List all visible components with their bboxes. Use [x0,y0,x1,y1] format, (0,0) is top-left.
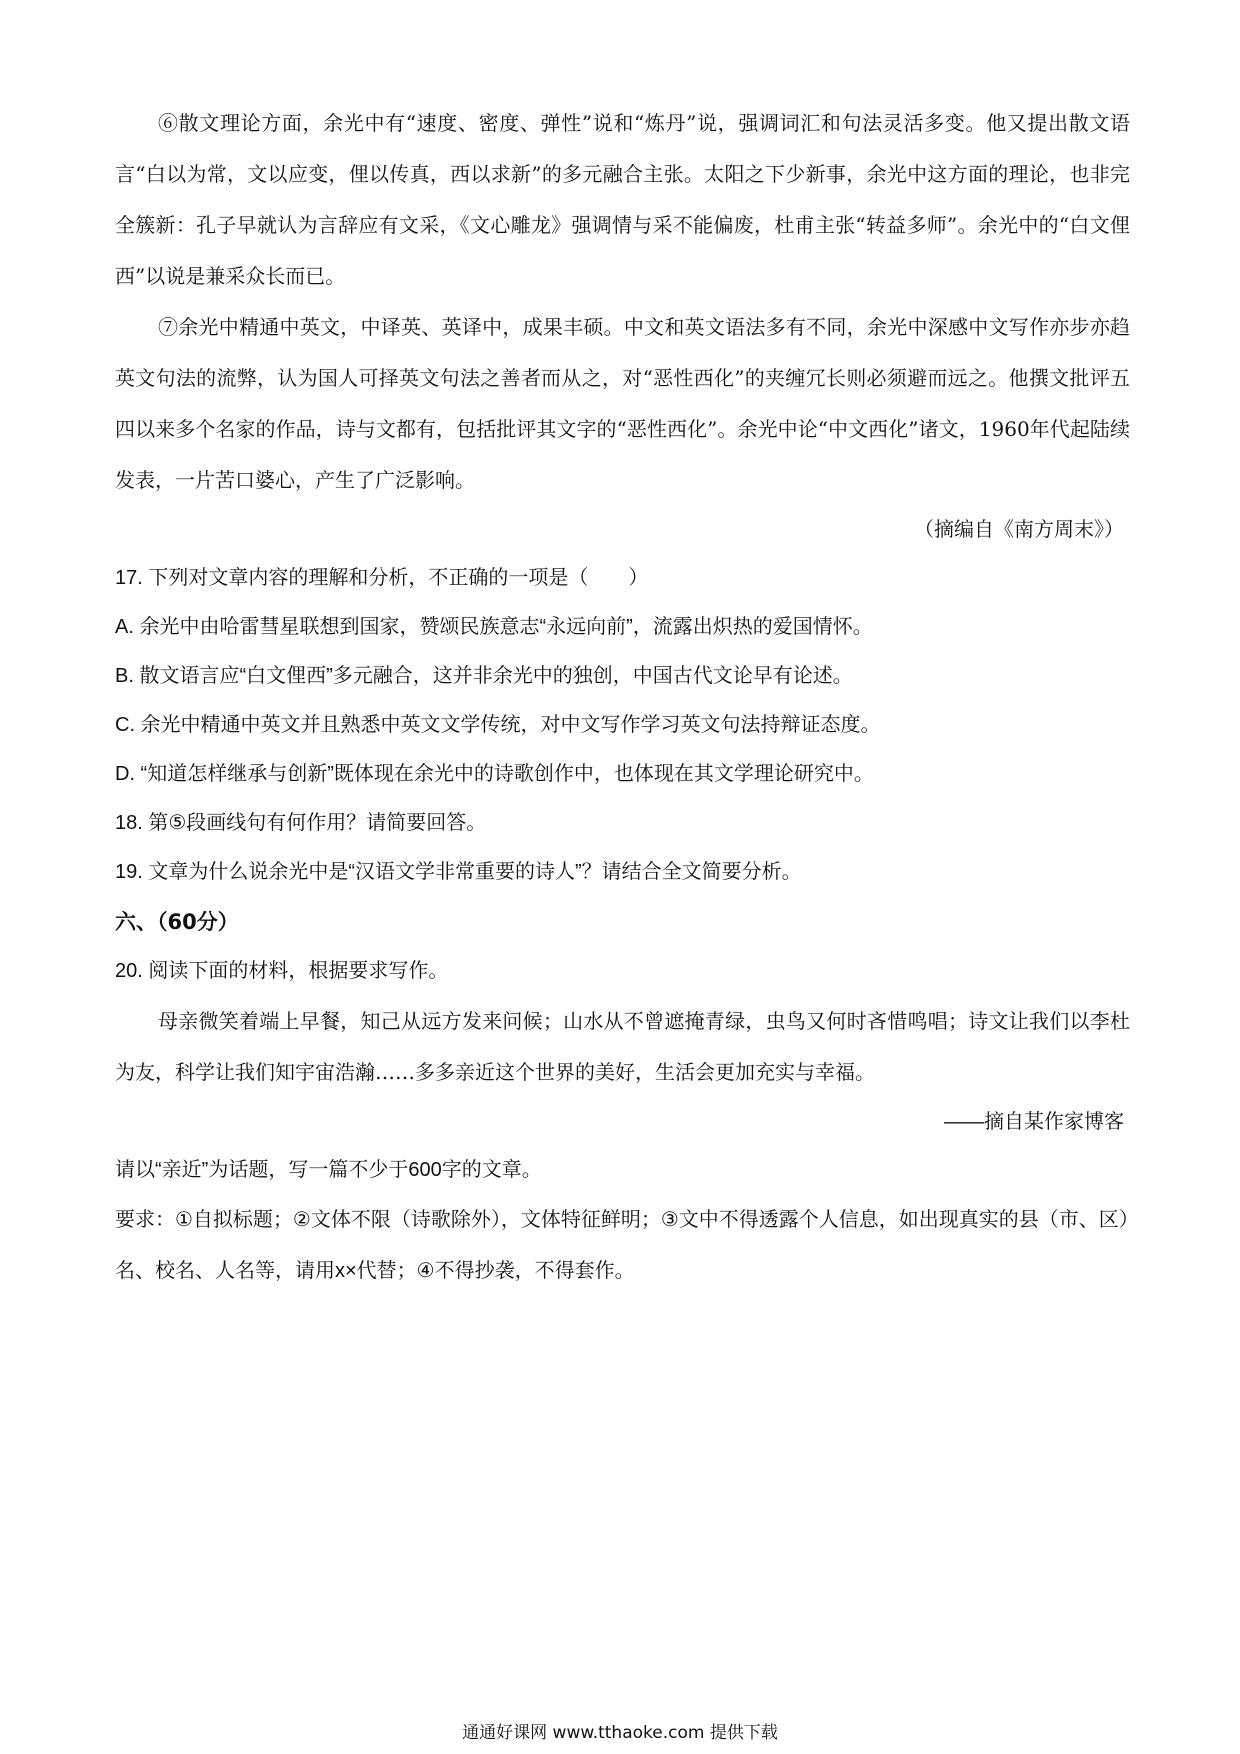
page-footer: 通通好课网 www.tthaoke.com 提供下载 [462,1723,778,1743]
writing-requirements: 要求：①自拟标题；②文体不限（诗歌除外），文体特征鲜明；③文中不得透露个人信息，如出现真实的县（市、区）名、校名、人名等，请用x×代替；④不得抄袭，不得套作。 [115,1209,1129,1282]
article-source: （摘编自《南方周末》） [914,519,1124,541]
page-content [115,98,1130,1297]
question-19: 19. 文章为什么说余光中是“汉语文学非常重要的诗人”？请结合全文简要分析。 [115,861,802,883]
option-d: D. “知道怎样继承与创新”既体现在余光中的诗歌创作中，也体现在其文学理论研究中。 [115,763,874,785]
paragraph-6: ⑥散文理论方面，余光中有“速度、密度、弹性”说和“炼丹”说，强调词汇和句法灵活多变。他又提出散文语言“白以为常，文以应变，俚以传真，西以求新”的多元融合主张。太阳之下少新事，余光中这方面的理论，也非完全簇新：孔子早就认为言辞应有文采，《文心雕龙》强调情与采不能偏废，杜甫主张“转益多师”。余光中的“白文俚西”以说是兼采众长而已。 [115,111,1130,288]
question-17: 17. 下列对文章内容的理解和分析，不正确的一项是（ ） [115,567,649,589]
question-18: 18. 第⑤段画线句有何作用？请简要回答。 [115,812,487,834]
option-a: A. 余光中由哈雷彗星联想到国家，赞颂民族意志“永远向前”，流露出炽热的爱国情怀。 [115,616,873,638]
option-c: C. 余光中精通中英文并且熟悉中英文文学传统，对中文写作学习英文句法持辩证态度。 [115,714,881,736]
writing-material: 母亲微笑着端上早餐，知己从远方发来问候；山水从不曾遮掩青绿，虫鸟又何时吝惜鸣唱；诗文让我们以李杜为友，科学让我们知宇宙浩瀚……多多亲近这个世界的美好，生活会更加充实与幸福。 [115,1009,1130,1084]
writing-topic: 请以“亲近”为话题，写一篇不少于600字的文章。 [115,1159,542,1181]
material-source: ——摘自某作家博客 [944,1111,1124,1133]
option-b: B. 散文语言应“白文俚西”多元融合，这并非余光中的独创，中国古代文论早有论述。 [115,665,853,687]
section-6-heading: 六、（60分） [115,910,239,934]
question-20: 20. 阅读下面的材料，根据要求写作。 [115,960,449,982]
paragraph-7: ⑦余光中精通中英文，中译英、英译中，成果丰硕。中文和英文语法多有不同，余光中深感中文写作亦步亦趋英文句法的流弊，认为国人可择英文句法之善者而从之，对“恶性西化”的夹缠冗长则必须避而远之。他撰文批评五四以来多个名家的作品，诗与文都有，包括批评其文字的“恶性西化”。余光中论“中文西化”诸文，1960年代起陆续发表，一片苦口婆心，产生了广泛影响。 [115,315,1130,492]
